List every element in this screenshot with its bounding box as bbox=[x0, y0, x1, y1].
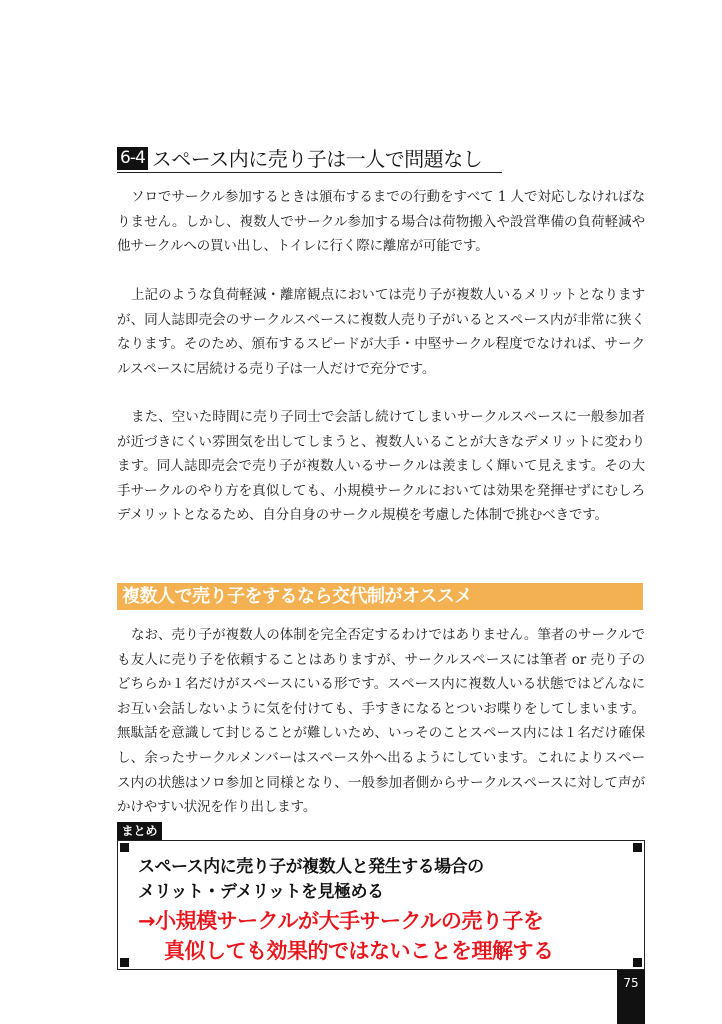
corner-mark bbox=[633, 958, 642, 967]
body-paragraph-1: ソロでサークル参加するときは頒布するまでの行動をすべて 1 人で対応しなければなりません。しかし、複数人でサークル参加する場合は荷物搬入や設営準備の負荷軽減や他サークルへの買い出し、トイレに行く際に離席が可能です。 bbox=[117, 189, 645, 255]
banner-paragraph: なお、売り子が複数人の体制を完全否定するわけではありません。筆者のサークルでも友人に売り子を依頼することはありますが、サークルスペースには筆者 or 売り子のどちらか１名だけがスペースにいる形です。スペース内に複数人いる状態ではどんなにお互い会話しないように気を付けても、手すきになるとついお喋りをしてしまいます。無駄話を意識して封じることが難しいため、いっそのことスペース内には１名だけ確保し、余ったサークルメンバーはスペース外へ出るようにしています。これによりスペース内の状態はソロ参加と同様となり、一般参加者側からサークルスペースに対して声がかけやすい状況を作り出します。 bbox=[117, 627, 645, 816]
section-heading bbox=[117, 146, 502, 173]
page-number: 75 bbox=[617, 970, 645, 1024]
summary-line-4: 真似しても効果的ではないことを理解する bbox=[164, 939, 554, 963]
corner-mark bbox=[633, 843, 642, 852]
summary-line-3: →小規模サークルが大手サークルの売り子を bbox=[138, 909, 544, 933]
subsection-banner: 複数人で売り子をするなら交代制がオススメ bbox=[117, 583, 643, 610]
section-title: スペース内に売り子は一人で問題なし bbox=[151, 147, 483, 171]
corner-mark bbox=[120, 958, 129, 967]
summary-box bbox=[117, 840, 645, 970]
corner-mark bbox=[120, 843, 129, 852]
body-paragraph-2: 上記のような負荷軽減・離席観点においては売り子が複数人いるメリットとなりますが、同人誌即売会のサークルスペースに複数人売り子がいるとスペース内が非常に狭くなります。そのため、頒布するスピードが大手・中堅サークル程度でなければ、サークルスペースに居続ける売り子は一人だけで充分です。 bbox=[117, 287, 645, 377]
section-number: 6-4 bbox=[117, 147, 148, 170]
summary-line-2: メリット・デメリットを見極める bbox=[138, 882, 384, 902]
summary-line-1: スペース内に売り子が複数人と発生する場合の bbox=[138, 857, 484, 877]
body-paragraph-3: また、空いた時間に売り子同士で会話し続けてしまいサークルスペースに一般参加者が近づきにくい雰囲気を出してしまうと、複数人いることが大きなデメリットに変わります。同人誌即売会で売り子が複数人いるサークルは羨ましく輝いて見えます。その大手サークルのやり方を真似しても、小規模サークルにおいては効果を発揮せずにむしろデメリットとなるため、自分自身のサークル規模を考慮した体制で挑むべきです。 bbox=[117, 409, 645, 524]
summary-tab-label: まとめ bbox=[117, 822, 162, 840]
